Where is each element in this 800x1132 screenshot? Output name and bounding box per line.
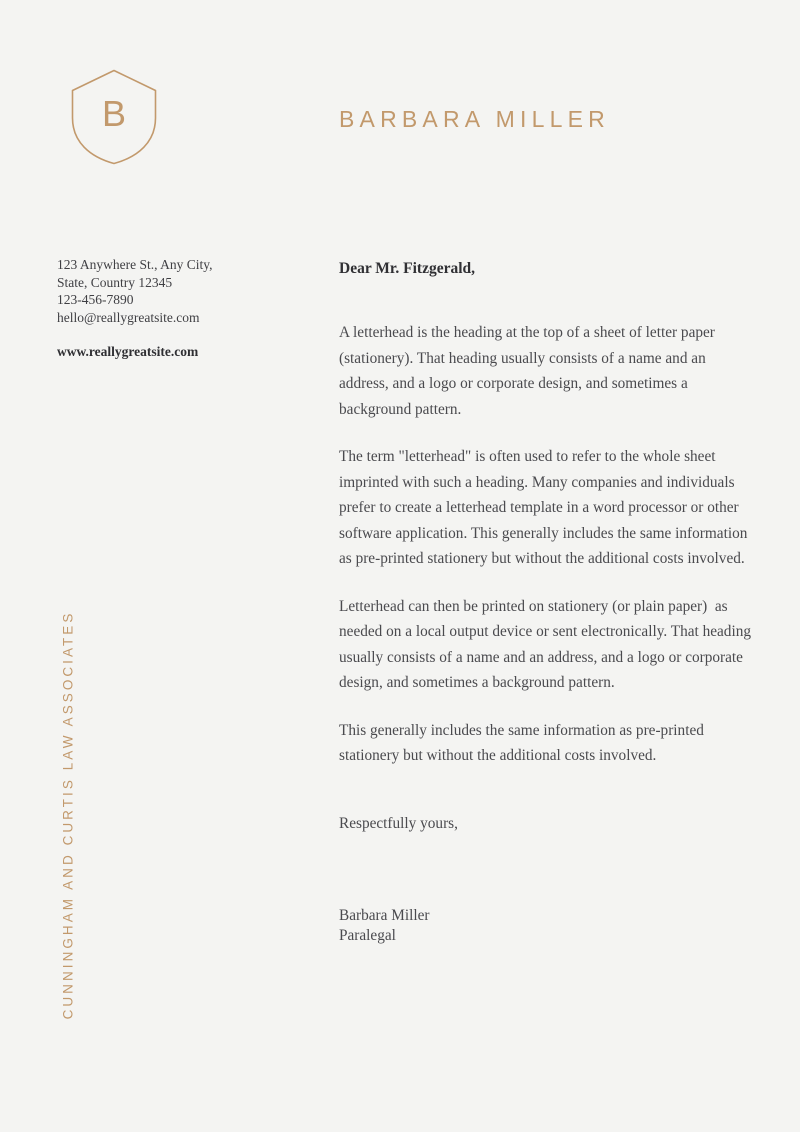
page-title: BARBARA MILLER bbox=[339, 106, 610, 132]
website-url[interactable]: www.reallygreatsite.com bbox=[57, 344, 199, 360]
shield-logo bbox=[70, 68, 158, 166]
letter-body bbox=[339, 258, 755, 946]
signer-name: Barbara Miller bbox=[339, 907, 430, 924]
body-paragraph: Letterhead can then be printed on stationery (or plain paper) as needed on a local output device or sent electronically. That heading usually consists of a name and an address, and a logo or corporate design, and sometimes a background pattern. bbox=[339, 597, 755, 691]
closing-line: Respectfully yours, bbox=[339, 814, 458, 832]
signature-block bbox=[339, 906, 751, 946]
body-paragraph: This generally includes the same information as pre-printed stationery but without the additional costs involved. bbox=[339, 721, 708, 764]
firm-name-vertical: CUNNINGHAM AND CURTIS LAW ASSOCIATES bbox=[60, 610, 76, 1020]
address-line-2: State, Country 12345 bbox=[57, 274, 173, 290]
address-line-1: 123 Anywhere St., Any City, bbox=[57, 257, 213, 272]
contact-block bbox=[57, 256, 307, 361]
email-address: hello@reallygreatsite.com bbox=[57, 309, 200, 325]
body-paragraph: A letterhead is the heading at the top of a sheet of letter paper (stationery). That heading usually consists of a name and an address, and a logo or corporate design, and sometimes a background pattern. bbox=[339, 324, 719, 418]
logo-letter: B bbox=[101, 93, 127, 134]
signer-title: Paralegal bbox=[339, 927, 396, 944]
phone-number: 123-456-7890 bbox=[57, 292, 134, 308]
body-paragraph: The term "letterhead" is often used to refer to the whole sheet imprinted with such a heading. Many companies and individuals prefer to create a letterhead template in a word processor or other software application. This generally includes the same information as pre-printed stationery but without the additional costs involved. bbox=[339, 448, 752, 567]
salutation: Dear Mr. Fitzgerald, bbox=[339, 260, 476, 277]
